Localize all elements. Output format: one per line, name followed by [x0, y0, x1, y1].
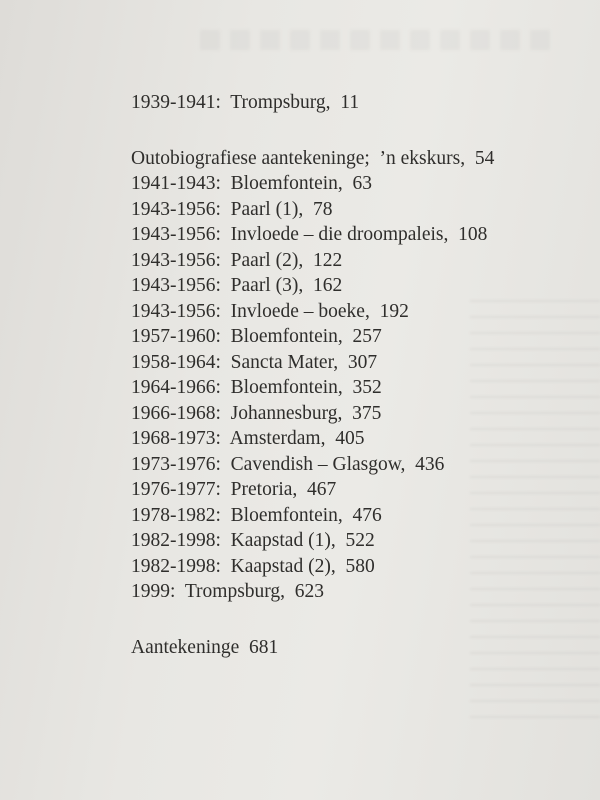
toc-entry: 1957-1960: Bloemfontein, 257 [131, 326, 382, 347]
toc-entry: 1943-1956: Paarl (1), 78 [131, 198, 333, 220]
toc-entry-notes: Aantekeninge 681 [131, 636, 279, 658]
toc-entry: 1943-1956: Paarl (3), 162 [131, 275, 343, 296]
show-through-header [200, 30, 560, 50]
toc-entry: 1982-1998: Kaapstad (2), 580 [131, 555, 375, 577]
toc-entry-list [131, 171, 494, 605]
toc-entry: 1966-1968: Johannesburg, 375 [131, 402, 382, 424]
toc-entry: 1941-1943: Bloemfontein, 63 [131, 173, 373, 194]
toc-entry: 1958-1964: Sancta Mater, 307 [131, 351, 378, 373]
toc-entry: 1943-1956: Paarl (2), 122 [131, 249, 343, 271]
toc-entry: 1943-1956: Invloede – boeke, 192 [131, 300, 409, 322]
table-of-contents [131, 90, 494, 660]
toc-entry: 1973-1976: Cavendish – Glasgow, 436 [131, 453, 445, 475]
toc-entry: 1964-1966: Bloemfontein, 352 [131, 377, 382, 398]
toc-entry-essay: Outobiografiese aantekeninge; ’n ekskurs, 54 [131, 147, 495, 169]
toc-entry: 1968-1973: Amsterdam, 405 [131, 428, 365, 449]
toc-entry: 1943-1956: Invloede – die droompaleis, 108 [131, 224, 488, 245]
toc-entry-intro: 1939-1941: Trompsburg, 11 [131, 92, 360, 113]
toc-entry: 1999: Trompsburg, 623 [131, 581, 325, 602]
toc-entry: 1978-1982: Bloemfontein, 476 [131, 504, 382, 526]
toc-entry: 1976-1977: Pretoria, 467 [131, 479, 337, 500]
toc-entry: 1982-1998: Kaapstad (1), 522 [131, 530, 375, 551]
